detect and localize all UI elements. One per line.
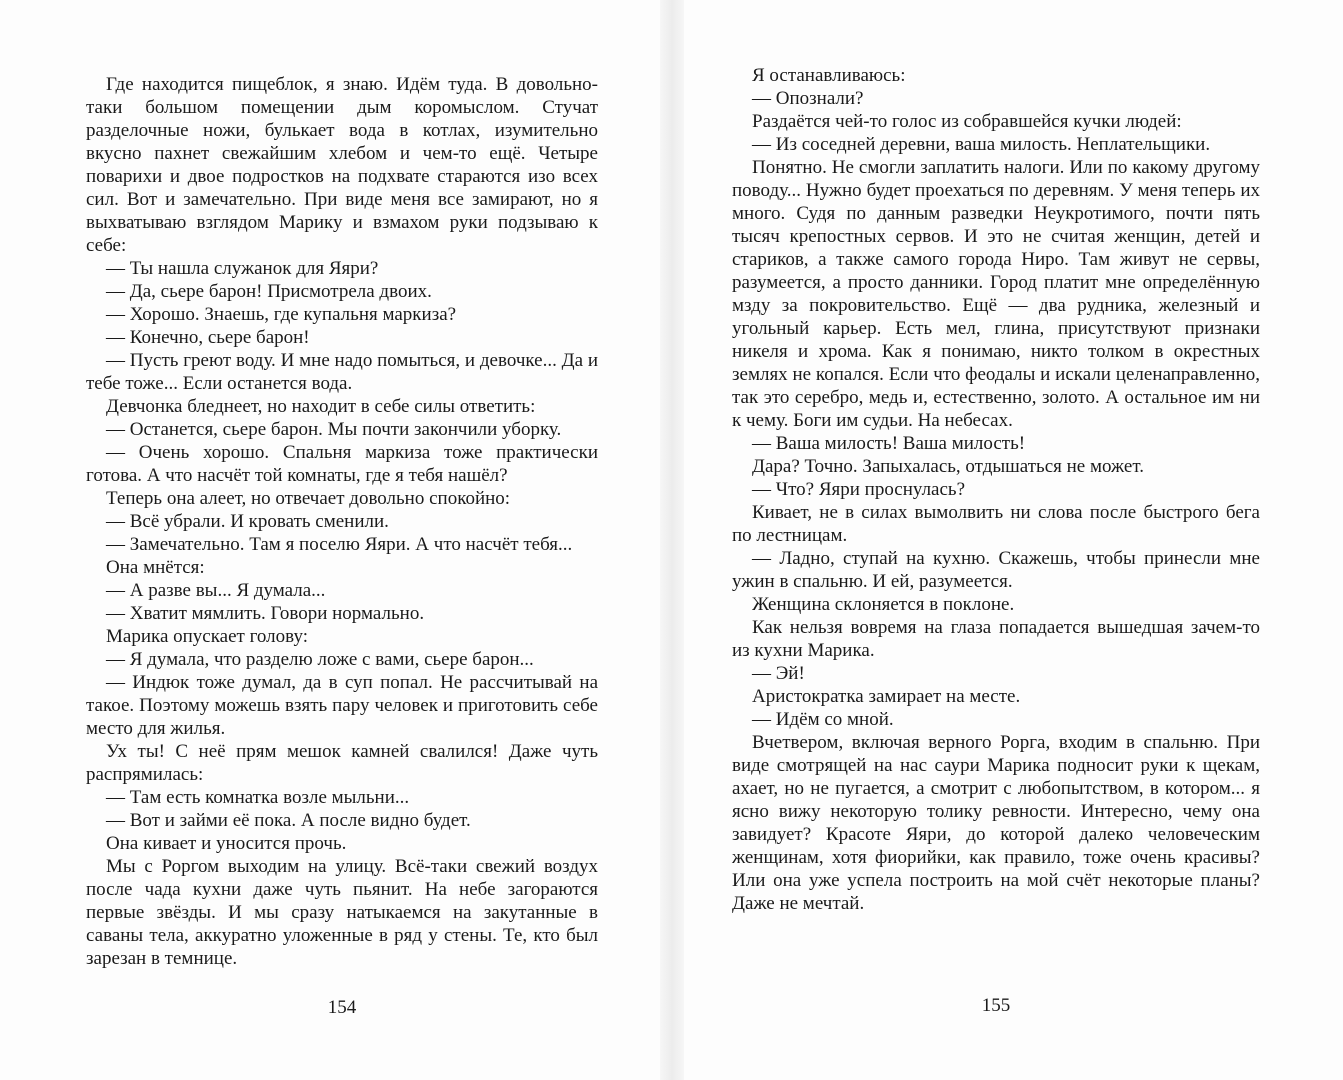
paragraph: — Пусть греют воду. И мне надо помыться, и девочке... Да и тебе тоже... Если останется вода. [86,350,598,394]
paragraph: — Ты нашла служанок для Яяри? [106,258,379,279]
paragraph: — Ладно, ступай на кухню. Скажешь, чтобы принесли мне ужин в спальню. И ей, разумеется. [732,548,1260,592]
paragraph: — Очень хорошо. Спальня маркиза тоже практически готова. А что насчёт той комнаты, где я тебя нашёл? [86,442,598,486]
paragraph: — Вот и займи её пока. А после видно будет. [106,810,471,831]
right-page [732,0,1260,1080]
right-page-text [732,64,1260,915]
paragraph: Как нельзя вовремя на глаза попадается вышедшая зачем-то из кухни Марика. [732,617,1260,661]
paragraph: Аристократка замирает на месте. [752,686,1021,707]
paragraph: Она кивает и уносится прочь. [106,833,347,854]
paragraph: — Опознали? [752,88,864,109]
paragraph: — Хватит мямлить. Говори нормально. [106,603,425,624]
paragraph: Марика опускает голову: [106,626,308,647]
paragraph: Мы с Роргом выходим на улицу. Всё-таки свежий воздух после чада кухни даже чуть пьянит. На небе загораются первые звёзды. И мы сразу натыкаемся на закутанные в саваны тела, аккуратно уложенные в ряд у стены. Те, кто был зарезан в темнице. [86,856,598,969]
paragraph: — Ваша милость! Ваша милость! [752,433,1026,454]
paragraph: Дара? Точно. Запыхалась, отдышаться не может. [752,456,1144,477]
paragraph: — А разве вы... Я думала... [106,580,326,601]
paragraph: — Останется, сьере барон. Мы почти закончили уборку. [106,419,562,440]
paragraph: — Я думала, что разделю ложе с вами, сьере барон... [106,649,534,670]
paragraph: Я останавливаюсь: [752,65,906,86]
left-page-text [86,73,598,970]
paragraph: — Конечно, сьере барон! [106,327,310,348]
book-gutter [660,0,684,1080]
paragraph: Где находится пищеблок, я знаю. Идём туда. В довольно-таки большом помещении дым коромыслом. Стучат разделочные ножи, булькает вода в котлах, изумительно вкусно пахнет свежайшим хлебом и чем-то ещё. Четыре поварихи и двое подростков на подхвате стараются изо всех сил. Вот и замечательно. При виде меня все замирают, но я выхватываю взглядом Марику и взмахом руки подзываю к себе: [86,74,598,256]
paragraph: — Индюк тоже думал, да в суп попал. Не рассчитывай на такое. Поэтому можешь взять пару человек и приготовить себе место для жилья. [86,672,598,739]
paragraph: — Замечательно. Там я поселю Яяри. А что насчёт тебя... [106,534,573,555]
paragraph: Женщина склоняется в поклоне. [752,594,1015,615]
paragraph: Вчетвером, включая верного Рорга, входим в спальню. При виде смотрящей на нас саури Марика подносит руки к щекам, ахает, но не пугается, а смотрит с любопытством, в котором... я ясно вижу некоторую толику ревности. Интересно, чему она завидует? Красоте Яяри, до которой далеко человеческим женщинам, хотя фиорийки, как правило, тоже очень красивы? Или она уже успела построить на мой счёт некоторые планы? Даже не мечтай. [732,732,1260,914]
paragraph: — Там есть комнатка возле мыльни... [106,787,410,808]
right-page-number: 155 [981,995,1011,1016]
left-page [86,0,598,1080]
paragraph: Кивает, не в силах вымолвить ни слова после быстрого бега по лестницам. [732,502,1260,546]
paragraph: Раздаётся чей-то голос из собравшейся кучки людей: [752,111,1182,132]
paragraph: Она мнётся: [106,557,205,578]
paragraph: — Да, сьере барон! Присмотрела двоих. [106,281,432,302]
paragraph: — Идём со мной. [752,709,894,730]
paragraph: — Из соседней деревни, ваша милость. Неплательщики. [752,134,1211,155]
paragraph: — Всё убрали. И кровать сменили. [106,511,389,532]
paragraph: Понятно. Не смогли заплатить налоги. Или по какому другому поводу... Нужно будет проехаться по деревням. У меня теперь их много. Судя по данным разведки Неукротимого, почти пять тысяч крепостных сервов. И это не считая женщин, детей и стариков, а также самого города Ниро. Там живут не сервы, разумеется, а просто данники. Город платит мне определённую мзду за покровительство. Ещё — два рудника, железный и угольный карьер. Есть мел, глина, присутствуют признаки никеля и хрома. Как я понимаю, никто толком в окрестных землях не копался. Если что феодалы и искали целенаправленно, так это серебро, медь и, естественно, золото. А остальное им ни к чему. Боги им судьи. На небесах. [732,157,1260,431]
paragraph: Девчонка бледнеет, но находит в себе силы ответить: [106,396,536,417]
paragraph: — Хорошо. Знаешь, где купальня маркиза? [106,304,457,325]
left-page-number: 154 [327,997,357,1018]
paragraph: Ух ты! С неё прям мешок камней свалился! Даже чуть распрямилась: [86,741,598,785]
paragraph: — Что? Яяри проснулась? [752,479,966,500]
paragraph: — Эй! [752,663,805,684]
paragraph: Теперь она алеет, но отвечает довольно спокойно: [106,488,511,509]
